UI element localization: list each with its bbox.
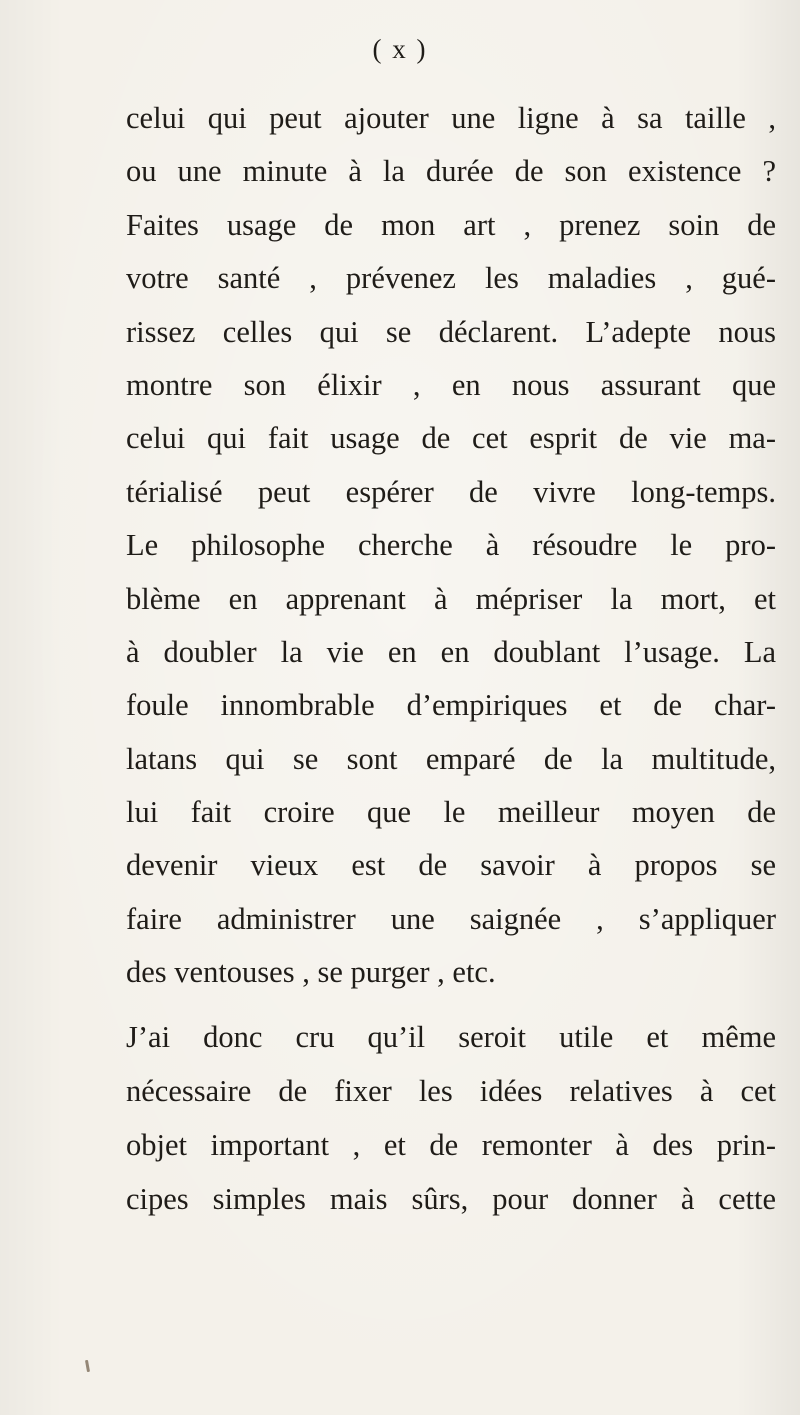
text-line: cipes simples mais sûrs, pour donner à cette (126, 1182, 776, 1216)
text-line: J’ai donc cru qu’il seroit utile et même (126, 1020, 776, 1054)
text-line: montre son élixir , en nous assurant que (126, 367, 776, 402)
text-line: blème en apprenant à mépriser la mort, et (126, 581, 776, 616)
text-line: lui fait croire que le meilleur moyen de (126, 795, 776, 830)
text-line: celui qui peut ajouter une ligne à sa taille , (126, 101, 776, 135)
text-line: ou une minute à la durée de son existence ? (126, 154, 776, 189)
text-line: celui qui fait usage de cet esprit de vie ma- (126, 421, 776, 456)
text-line: faire administrer une saignée , s’appliquer (126, 901, 776, 936)
text-line: nécessaire de fixer les idées relatives à cet (126, 1074, 776, 1108)
text-line: térialisé peut espérer de vivre long-temps. (126, 474, 776, 509)
text-line: rissez celles qui se déclarent. L’adepte nous (126, 314, 776, 349)
text-line: des ventouses , se purger , etc. (126, 955, 496, 990)
text-line: latans qui se sont emparé de la multitude, (126, 741, 776, 776)
paragraph-1 (126, 92, 776, 1000)
paper-speck (85, 1360, 90, 1372)
text-line: objet important , et de remonter à des prin- (126, 1128, 776, 1162)
text-line: votre santé , prévenez les maladies , gué- (126, 261, 776, 296)
page-number: ( x ) (372, 34, 428, 64)
text-line: devenir vieux est de savoir à propos se (126, 848, 776, 883)
paragraph-2 (126, 1010, 776, 1226)
text-line: Le philosophe cherche à résoudre le pro- (126, 528, 776, 563)
text-line: à doubler la vie en en doublant l’usage. La (126, 634, 776, 669)
text-line: Faites usage de mon art , prenez soin de (126, 207, 776, 242)
text-line: foule innombrable d’empiriques et de char- (126, 688, 776, 723)
